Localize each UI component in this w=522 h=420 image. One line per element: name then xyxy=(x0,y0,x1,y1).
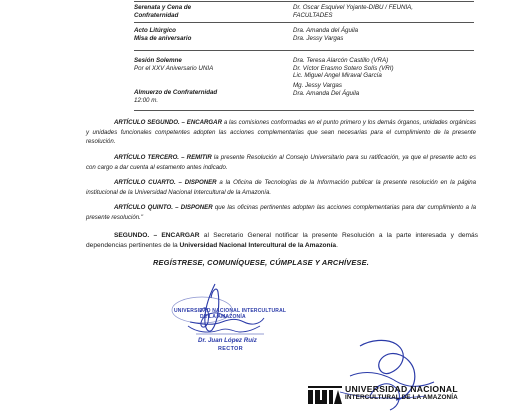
logo-line-1: UNIVERSIDAD NACIONAL xyxy=(345,384,458,394)
rector-signature-stamp xyxy=(160,282,310,362)
signer-name: Dr. Juan López Ruiz xyxy=(198,337,257,344)
table-rule xyxy=(134,22,474,23)
closing-formula: REGÍSTRESE, COMUNÍQUESE, CÚMPLASE Y ARCHÍVESE. xyxy=(152,258,370,267)
schedule-activity: Serenata y Cena de Confraternidad xyxy=(134,4,192,19)
unia-logo-mark-icon xyxy=(308,382,342,408)
schedule-responsible: Dr. Oscar Esquivel Yojante-DIBU / FEUNIA, FACULTADES xyxy=(293,4,414,19)
schedule-activity: Acto Litúrgico Misa de aniversario xyxy=(134,27,192,42)
article-third: ARTÍCULO TERCERO. – REMITIR la presente Resolución al Consejo Universitario para su ratificación, ya que el presente acto es con cargo a dar cuenta al estamento antes indicado. xyxy=(86,154,476,171)
table-rule xyxy=(134,110,474,111)
unia-logo xyxy=(308,381,478,411)
schedule-responsible: Mg. Jessy Vargas Dra. Amanda Del Águila xyxy=(293,82,360,97)
logo-line-2: INTERCULTURAL DE LA AMAZONÍA xyxy=(345,394,458,401)
article-fifth: ARTÍCULO QUINTO. – DISPONER que las oficinas pertinentes adopten las acciones complementarias para dar cumplimiento a la presente resolución." xyxy=(86,204,476,221)
article-fourth: ARTÍCULO CUARTO. – DISPONER a la Oficina de Tecnologías de la Información publicar la presente resolución en la página institucional de la Universidad Nacional Intercultural de la Amazonía. xyxy=(86,179,476,196)
stamp-line-2: DE LA AMAZONÍA xyxy=(200,314,246,320)
signer-role: RECTOR xyxy=(218,346,244,352)
table-rule xyxy=(134,1,474,2)
article-second: ARTÍCULO SEGUNDO. – ENCARGAR a las comisiones conformadas en el punto primero y los demás órganos, unidades orgánicas y unidades funcionales competentes adopten las acciones complementarias que sean necesarias para el cumplimiento de la presente resolución. xyxy=(86,119,476,146)
stamp-line-1: UNIVERSIDAD NACIONAL INTERCULTURAL xyxy=(174,308,287,314)
schedule-responsible: Dra. Amanda del Águila Dra. Jessy Vargas xyxy=(293,27,359,42)
schedule-responsible: Dra. Teresa Alarcón Castillo (VRA) Dr. Víctor Erasmo Sotero Solís (VRI) Lic. Miguel Angel Miraval García xyxy=(293,57,394,80)
schedule-activity: Sesión Solemne Por el XXV Aniversario UNIA xyxy=(134,57,214,72)
table-rule xyxy=(134,50,474,51)
schedule-activity: Almuerzo de Confraternidad 12:00 m. xyxy=(134,89,218,104)
article-segundo-notify: SEGUNDO. – ENCARGAR al Secretario General notificar la presente Resolución a la parte interesada y demás dependencias pertinentes de la Universidad Nacional Intercultural de la Amazonía. xyxy=(86,232,478,249)
